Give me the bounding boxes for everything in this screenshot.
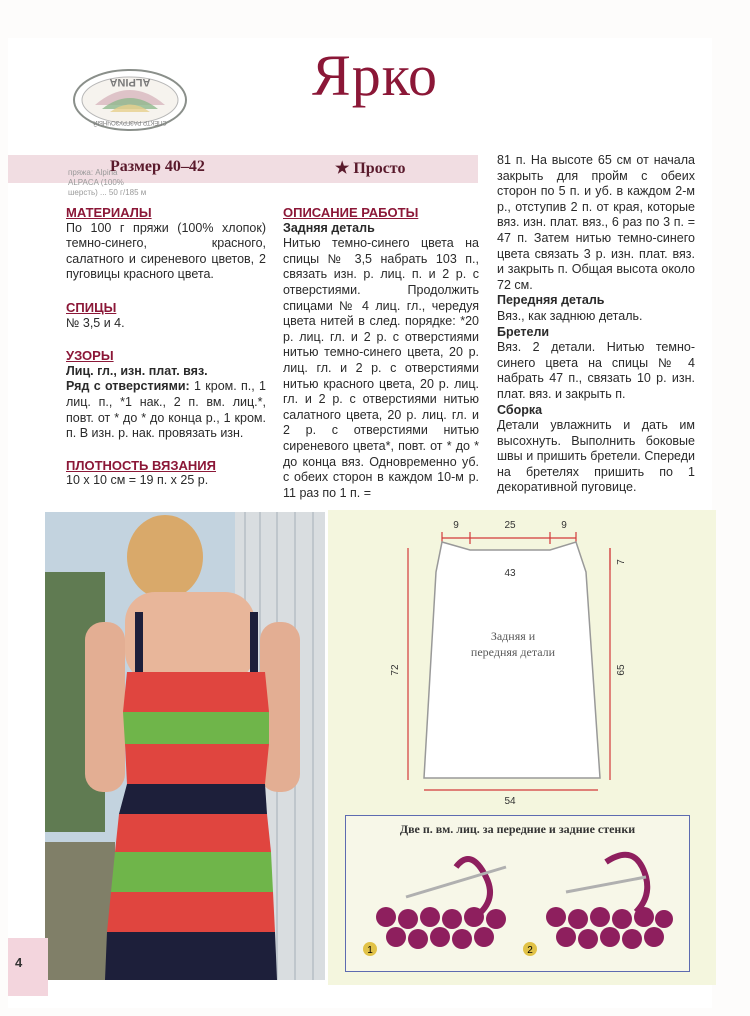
- dim-top-right: 9: [561, 520, 567, 531]
- back-text: Нитью темно-синего цвета на спицы № 3,5 набрать 103 п., связать изн. р. лиц. п. и 2 р. с отверстиями. Продолжить спицами № 4 лиц. гл., чередуя цвета нитей в след. порядке: *20 р. лиц. гл. и 2 р. с отверстиями нитью темно-синего цвета, 20 р. лиц. гл. и 2 р. с отверстиями нитью красного цвета, 20 р. лиц. гл. и 2 р. с отверстиями нитью салатного цвета, 20 р. лиц. гл. и 2 р. с отверстиями нитью сиреневого цвета*, повт. от * до * до конца вяз. Одновременно уб. с обеих сторон в каждом 10-м р. 11 раз по 1 п. =: [283, 236, 479, 500]
- size-label: Размер 40–42: [110, 158, 205, 175]
- front-heading: Передняя деталь: [497, 293, 605, 308]
- gauge-text: 10 х 10 см = 19 п. х 25 р.: [66, 473, 209, 488]
- assembly-text: Детали увлажнить и дать им высохнуть. Выполнить боковые швы и пришить бретели. Спереди на бретелях пришить по 1 декоративной пуговице.: [497, 418, 695, 495]
- patterns-sub: Лиц. гл., изн. плат. вяз.: [66, 363, 208, 378]
- straps-text: Вяз. 2 детали. Нитью темно-синего цвета на спицы № 4 набрать 47 п., связать 10 р. изн. плат. вяз. и закрыть п.: [497, 340, 695, 401]
- needles-heading: СПИЦЫ: [66, 299, 117, 315]
- dim-height-side: 65: [616, 664, 627, 676]
- needles-text: № 3,5 и 4.: [66, 315, 125, 330]
- dim-height-total: 72: [390, 664, 401, 676]
- holes-paragraph: [66, 379, 266, 441]
- page-number: 4: [15, 955, 23, 970]
- column-materials: [66, 205, 266, 489]
- holes-text: 1 кром. п., 1 лиц. п., *1 нак., 2 п. вм. лиц.*, повт. от * до * до конца р., 1 кром. п. В изн. р. нак. провязать изн.: [66, 379, 267, 441]
- materials-heading: МАТЕРИАЛЫ: [66, 205, 152, 220]
- schematic: [328, 510, 716, 810]
- step-2-label: 2: [527, 945, 533, 956]
- description-heading: ОПИСАНИЕ РАБОТЫ: [283, 205, 419, 220]
- dim-top-left: 9: [453, 520, 459, 531]
- dim-armhole: 7: [616, 559, 627, 565]
- column-description: [283, 205, 479, 501]
- ghost-text: пряжа: Alpina ALPACA (100% шерсть) ... 50 г/185 м: [68, 168, 147, 197]
- svg-text:ALPINA: ALPINA: [109, 76, 151, 88]
- svg-text:СПЕКТР РАЗГРУЗОЧНЫЙ: СПЕКТР РАЗГРУЗОЧНЫЙ: [93, 119, 167, 125]
- back-heading: Задняя деталь: [283, 220, 375, 235]
- dim-top-mid: 25: [504, 520, 516, 531]
- stitch-box: [345, 815, 690, 972]
- dim-width: 43: [504, 568, 516, 579]
- difficulty-label: ★ Просто: [335, 160, 406, 177]
- materials-text: По 100 г пряжи (100% хлопок) темно-синего, красного, салатного и сиреневого цветов, 2 пуговицы красного цвета.: [66, 220, 266, 282]
- step-1-label: 1: [367, 945, 373, 956]
- dress-photo: [45, 512, 325, 980]
- diagram-label: Задняя и передняя детали: [470, 629, 556, 659]
- holes-label: Ряд с отверстиями:: [66, 379, 190, 394]
- stitch-title: Две п. вм. лиц. за передние и задние стенки: [399, 822, 636, 836]
- patterns-heading: УЗОРЫ: [66, 348, 114, 364]
- continued-text: 81 п. На высоте 65 см от начала закрыть для пройм с обеих сторон по 5 п. и уб. в каждом 2-м р., отступив 2 п. от края, которые вяз. изн. плат. вяз., 6 раз по 3 п. = 47 п. Затем нитью темно-синего цвета связать 3 р. изн. плат. вяз. и закрыть п. Общая высота около 72 см.: [497, 153, 695, 292]
- assembly-heading: Сборка: [497, 402, 543, 417]
- gauge-heading: ПЛОТНОСТЬ ВЯЗАНИЯ: [66, 457, 216, 473]
- dim-bottom: 54: [504, 796, 516, 807]
- page-number-strip: [8, 938, 48, 996]
- page-title: Ярко: [312, 43, 438, 108]
- straps-heading: Бретели: [497, 324, 550, 339]
- stitch-illustrations: [346, 837, 689, 965]
- column-continued: [497, 153, 695, 496]
- front-text: Вяз., как заднюю деталь.: [497, 308, 643, 323]
